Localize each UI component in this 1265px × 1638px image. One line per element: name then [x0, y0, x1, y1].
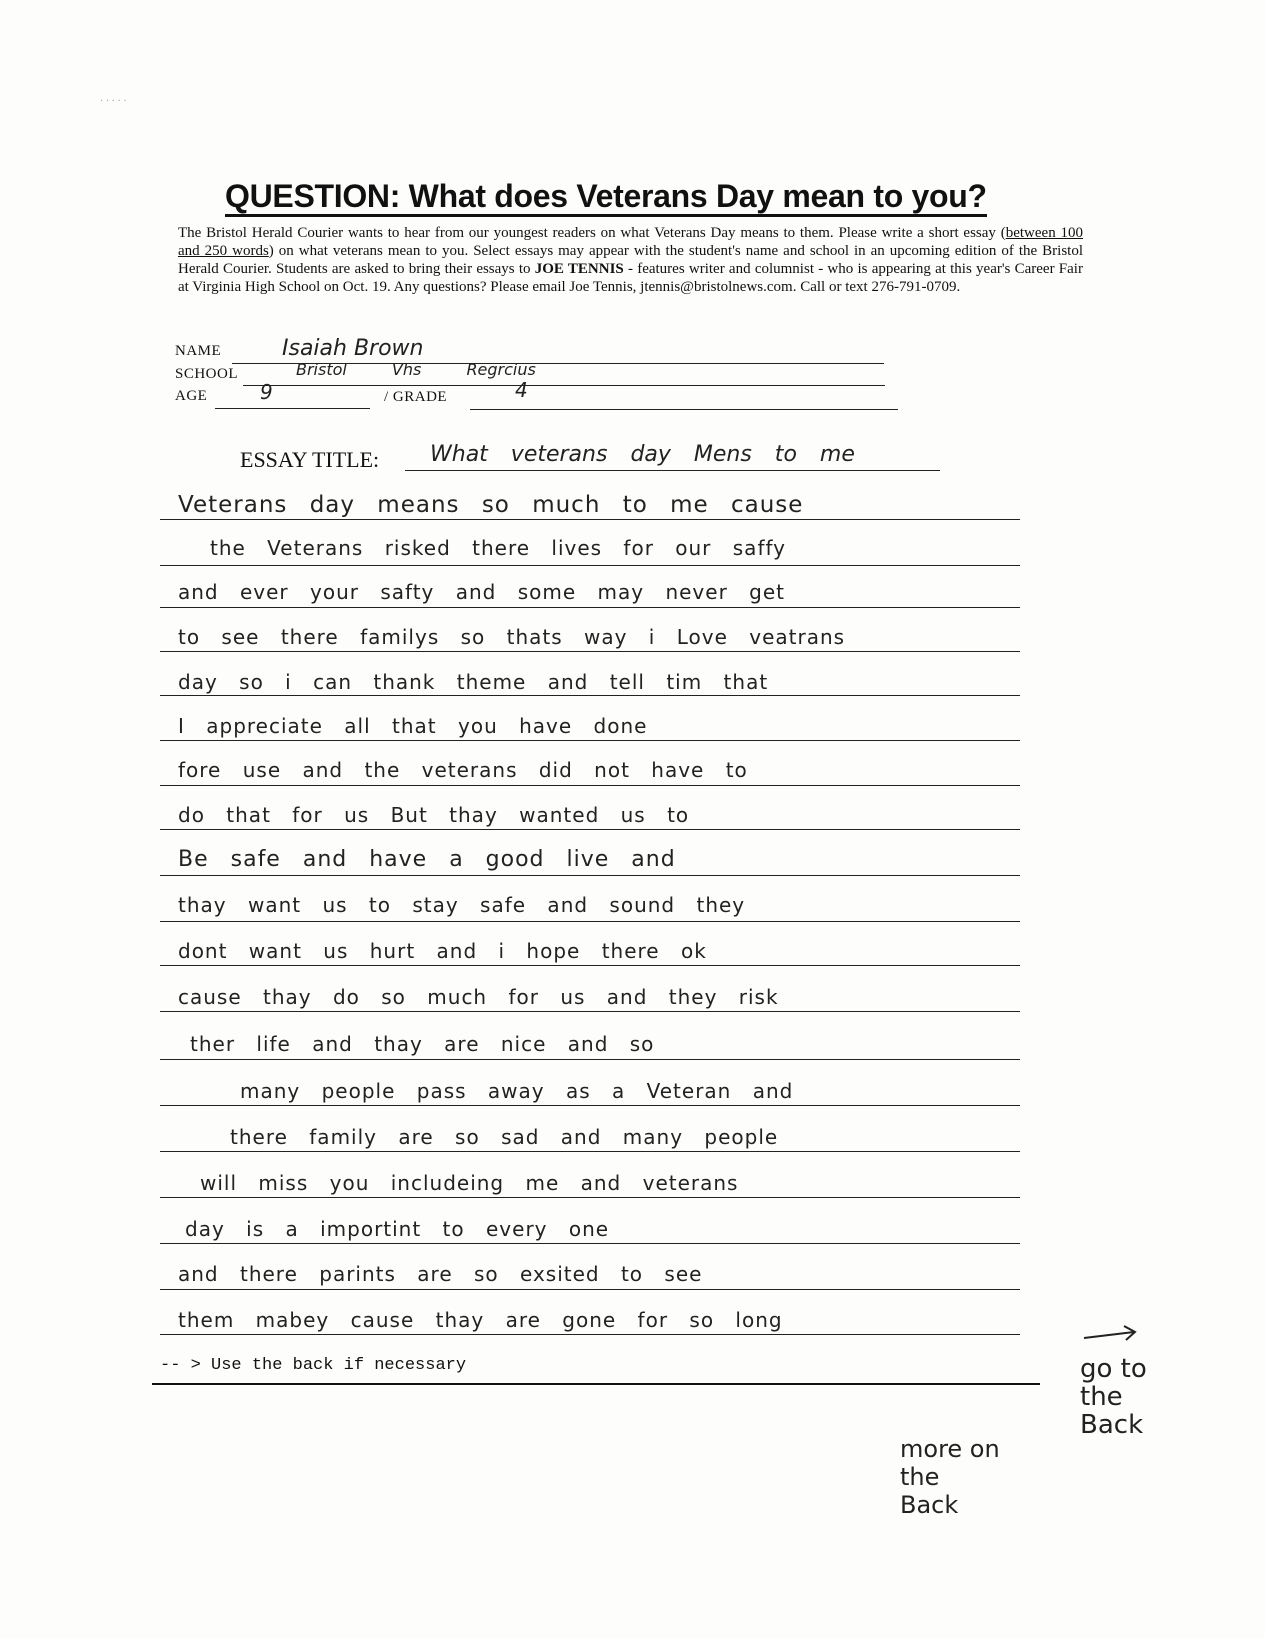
- footer-divider: [152, 1383, 1040, 1385]
- age-line: [215, 408, 370, 409]
- age-label: AGE: [175, 388, 208, 404]
- more-on-back-note: more on the Back: [900, 1435, 1000, 1519]
- scan-speck: · · · · ·: [100, 96, 127, 107]
- intro-text-2: ) on what veterans mean to you. Select essays may appear with the student's name and school in an upcoming edition of the Bristol Herald Courier. Students are asked to bring their essays to: [178, 243, 1083, 277]
- essay-line-8[interactable]: do that for us But thay wanted us to: [178, 803, 690, 827]
- intro-text-1: The Bristol Herald Courier wants to hear from our youngest readers on what Veterans Day means to them. Please write a short essay (: [178, 225, 1006, 241]
- name-label: NAME: [175, 343, 222, 359]
- essay-line-5[interactable]: day so i can thank theme and tell tim that: [178, 670, 769, 694]
- essay-title-value[interactable]: What veterans day Mens to me: [430, 442, 855, 467]
- age-value[interactable]: 9: [260, 380, 273, 404]
- essay-line-13[interactable]: ther life and thay are nice and so: [190, 1032, 655, 1056]
- essay-line-18[interactable]: and there parints are so exsited to see: [178, 1262, 703, 1286]
- intro-text-3: - features writer and columnist - who is appearing at this year's Career Fair at Virginia High School on Oct. 19. Any questions? Please email Joe Tennis, jtennis@bristolnews.com. Call or text 276-791-0709.: [178, 261, 1083, 295]
- word-count-requirement: between 100 and 250 words: [178, 225, 1083, 259]
- essay-line-19[interactable]: them mabey cause thay are gone for so long: [178, 1308, 783, 1332]
- essay-title-line: [405, 470, 940, 471]
- essay-line-1[interactable]: Veterans day means so much to me cause: [178, 492, 804, 518]
- essay-line-12[interactable]: cause thay do so much for us and they risk: [178, 985, 779, 1009]
- essay-line-14[interactable]: many people pass away as a Veteran and: [240, 1079, 794, 1103]
- use-back-note: -- > Use the back if necessary: [160, 1356, 467, 1375]
- grade-value[interactable]: 4: [515, 378, 528, 402]
- school-line: [243, 385, 885, 386]
- essay-line-3[interactable]: and ever your safty and some may never get: [178, 580, 785, 604]
- essay-line-15[interactable]: there family are so sad and many people: [230, 1125, 779, 1149]
- essay-title-label: ESSAY TITLE:: [240, 447, 380, 472]
- essay-line-7[interactable]: fore use and the veterans did not have to: [178, 758, 748, 782]
- essay-line-9[interactable]: Be safe and have a good live and: [178, 847, 676, 872]
- name-value[interactable]: Isaiah Brown: [282, 336, 424, 361]
- essay-line-11[interactable]: dont want us hurt and i hope there ok: [178, 939, 707, 963]
- contact-name: JOE TENNIS: [534, 261, 624, 277]
- essay-line-4[interactable]: to see there familys so thats way i Love veatrans: [178, 625, 846, 649]
- right-arrow-icon: [1080, 1322, 1140, 1352]
- intro-paragraph: [178, 224, 1083, 296]
- essay-line-17[interactable]: day is a importint to every one: [185, 1217, 610, 1241]
- grade-line: [470, 409, 898, 410]
- go-to-back-note: go to the Back: [1080, 1354, 1147, 1440]
- essay-line-10[interactable]: thay want us to stay safe and sound they: [178, 893, 746, 917]
- school-value[interactable]: Bristol Vhs Regrcius: [296, 360, 536, 379]
- grade-label: / GRADE: [384, 389, 448, 405]
- essay-line-6[interactable]: I appreciate all that you have done: [178, 714, 648, 738]
- question-heading: [225, 178, 1075, 215]
- question-text: QUESTION: What does Veterans Day mean to you?: [225, 178, 987, 217]
- school-label: SCHOOL: [175, 366, 239, 382]
- essay-line-16[interactable]: will miss you includeing me and veterans: [200, 1171, 739, 1195]
- essay-line-2[interactable]: the Veterans risked there lives for our saffy: [210, 536, 787, 560]
